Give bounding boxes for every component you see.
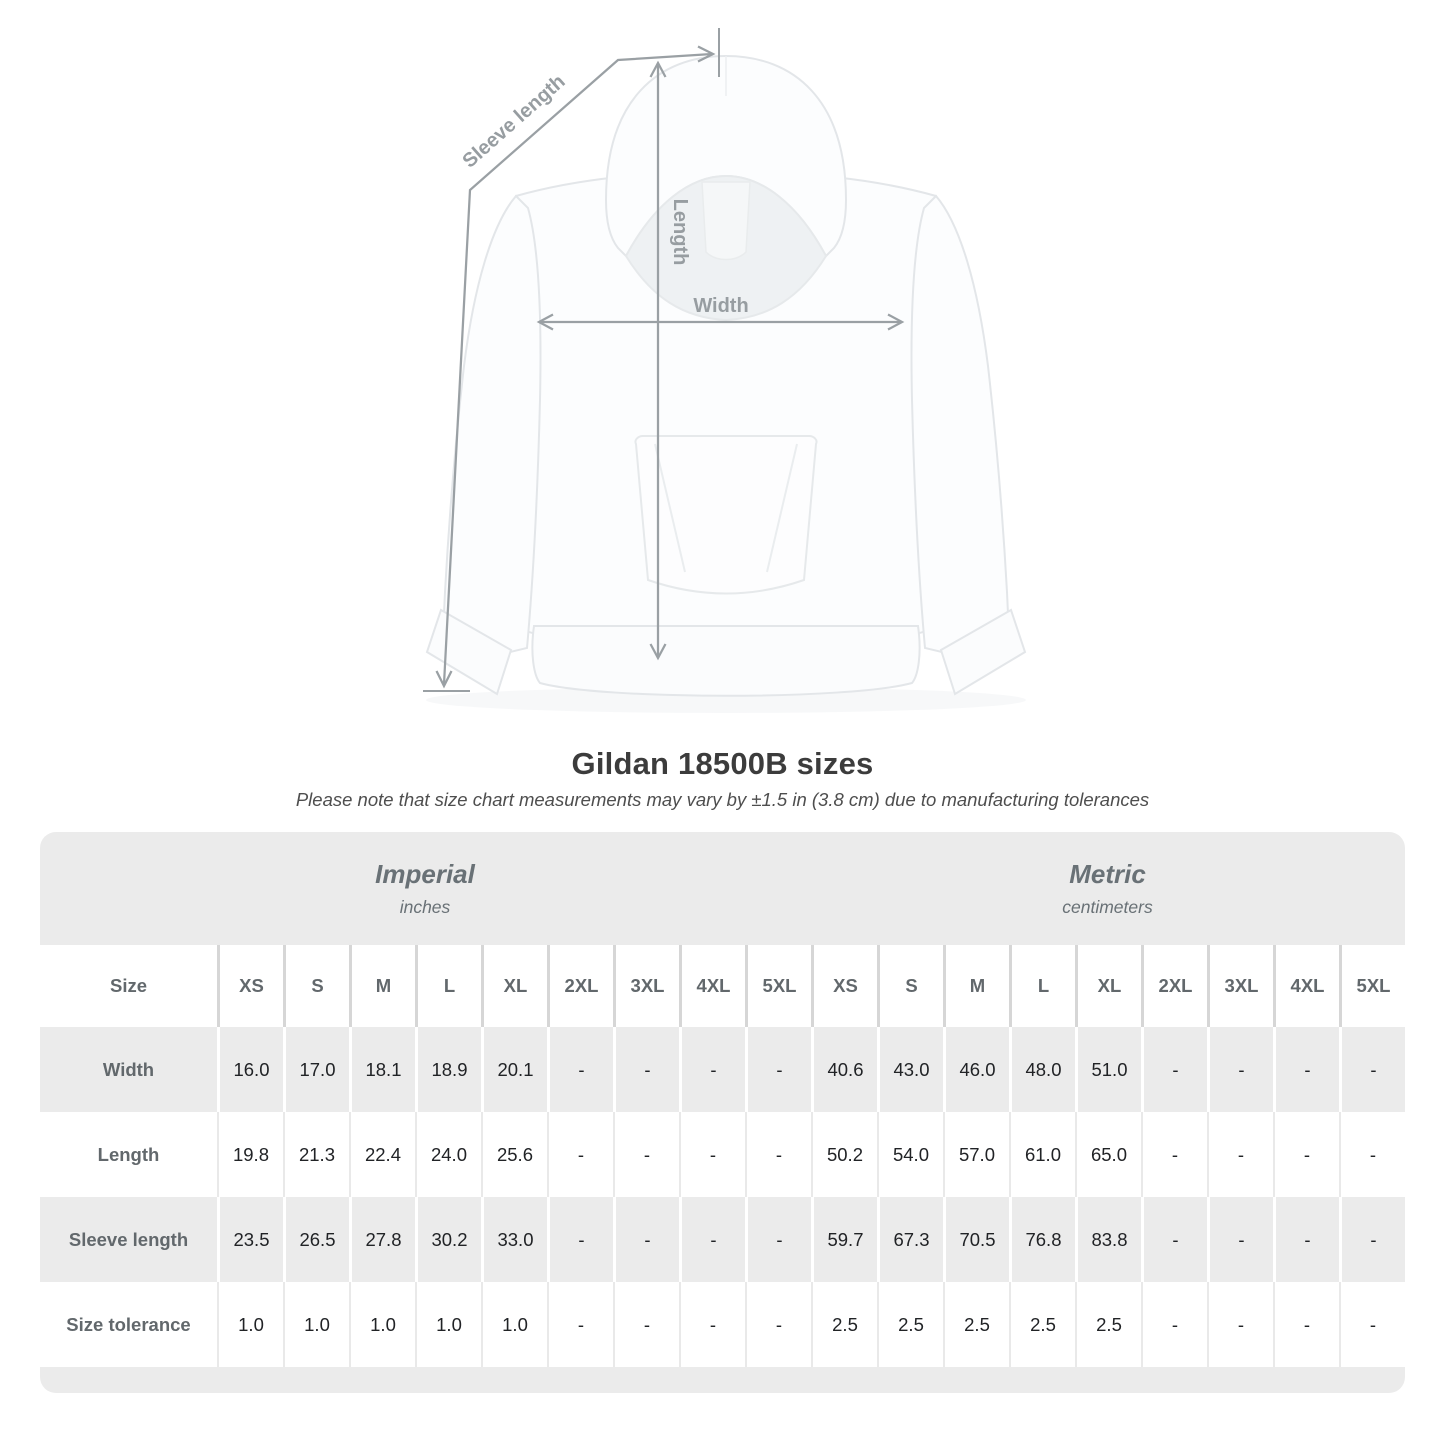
table-cell: - <box>547 1027 613 1112</box>
table-cell: - <box>1339 1027 1405 1112</box>
table-row-sleeve-length <box>40 1197 1405 1282</box>
table-cell: - <box>679 1197 745 1282</box>
table-cell: 2.5 <box>877 1282 943 1367</box>
table-cell: - <box>1339 1282 1405 1367</box>
table-cell: - <box>1339 1112 1405 1197</box>
size-header-imperial-5xl: 5XL <box>745 945 811 1027</box>
size-header-metric-m: M <box>943 945 1009 1027</box>
table-footer-band <box>40 1367 1405 1393</box>
table-cell: 17.0 <box>283 1027 349 1112</box>
table-cell: - <box>1207 1282 1273 1367</box>
caption-block <box>0 746 1445 811</box>
size-header-metric-4xl: 4XL <box>1273 945 1339 1027</box>
table-cell: - <box>613 1282 679 1367</box>
table-cell: 1.0 <box>415 1282 481 1367</box>
table-cell: 48.0 <box>1009 1027 1075 1112</box>
size-header-imperial-2xl: 2XL <box>547 945 613 1027</box>
table-cell: - <box>1273 1197 1339 1282</box>
table-row-width <box>40 1027 1405 1112</box>
table-cell: 22.4 <box>349 1112 415 1197</box>
table-cell: 24.0 <box>415 1112 481 1197</box>
imperial-title: Imperial <box>375 859 475 889</box>
table-cell: 21.3 <box>283 1112 349 1197</box>
size-header-metric-xl: XL <box>1075 945 1141 1027</box>
table-cell: 54.0 <box>877 1112 943 1197</box>
size-header-imperial-l: L <box>415 945 481 1027</box>
table-cell: - <box>547 1112 613 1197</box>
unit-header-band <box>40 832 1405 945</box>
row-label: Sleeve length <box>68 1228 189 1250</box>
table-cell: - <box>745 1282 811 1367</box>
table-cell: - <box>613 1197 679 1282</box>
table-cell: 59.7 <box>811 1197 877 1282</box>
table-cell: - <box>1207 1027 1273 1112</box>
table-cell: 1.0 <box>481 1282 547 1367</box>
table-cell: 57.0 <box>943 1112 1009 1197</box>
table-cell: - <box>547 1197 613 1282</box>
table-row-size-tolerance <box>40 1282 1405 1367</box>
hoodie-image <box>427 56 1025 696</box>
table-cell: 19.8 <box>217 1112 283 1197</box>
size-header-imperial-s: S <box>283 945 349 1027</box>
size-header-row <box>40 945 1405 1027</box>
table-cell: 43.0 <box>877 1027 943 1112</box>
table-cell: - <box>745 1197 811 1282</box>
table-cell: - <box>1141 1027 1207 1112</box>
table-cell: 65.0 <box>1075 1112 1141 1197</box>
table-cell: 25.6 <box>481 1112 547 1197</box>
table-cell: 33.0 <box>481 1197 547 1282</box>
table-cell: - <box>1273 1282 1339 1367</box>
table-cell: 1.0 <box>217 1282 283 1367</box>
table-cell: - <box>1141 1197 1207 1282</box>
table-cell: 20.1 <box>481 1027 547 1112</box>
size-header-imperial-3xl: 3XL <box>613 945 679 1027</box>
size-header-metric-xs: XS <box>811 945 877 1027</box>
size-table <box>40 832 1405 1393</box>
table-cell: 2.5 <box>943 1282 1009 1367</box>
table-cell: - <box>679 1282 745 1367</box>
table-cell: 1.0 <box>283 1282 349 1367</box>
page-title: Gildan 18500B sizes <box>571 746 874 781</box>
row-label: Size tolerance <box>66 1313 191 1335</box>
table-row-length <box>40 1112 1405 1197</box>
table-cell: - <box>613 1112 679 1197</box>
table-cell: - <box>745 1112 811 1197</box>
size-header-imperial-xs: XS <box>217 945 283 1027</box>
table-cell: 70.5 <box>943 1197 1009 1282</box>
table-cell: 27.8 <box>349 1197 415 1282</box>
table-cell: - <box>1273 1112 1339 1197</box>
table-cell: 2.5 <box>1009 1282 1075 1367</box>
table-cell: - <box>1339 1197 1405 1282</box>
table-cell: - <box>1207 1197 1273 1282</box>
table-cell: 61.0 <box>1009 1112 1075 1197</box>
table-cell: - <box>1273 1027 1339 1112</box>
size-column-header: Size <box>109 975 148 996</box>
table-cell: 76.8 <box>1009 1197 1075 1282</box>
table-cell: 2.5 <box>1075 1282 1141 1367</box>
table-cell: - <box>613 1027 679 1112</box>
size-header-metric-s: S <box>877 945 943 1027</box>
table-cell: - <box>679 1027 745 1112</box>
table-cell: 40.6 <box>811 1027 877 1112</box>
table-cell: 16.0 <box>217 1027 283 1112</box>
table-cell: 83.8 <box>1075 1197 1141 1282</box>
size-header-imperial-xl: XL <box>481 945 547 1027</box>
length-label: Length <box>669 198 691 266</box>
imperial-unit: inches <box>399 897 451 917</box>
table-cell: 23.5 <box>217 1197 283 1282</box>
table-cell: 18.1 <box>349 1027 415 1112</box>
width-label: Width <box>693 295 749 317</box>
sleeve-length-label: Sleeve length <box>458 70 570 173</box>
table-cell: - <box>1141 1112 1207 1197</box>
table-cell: 18.9 <box>415 1027 481 1112</box>
metric-section-header <box>810 832 1405 945</box>
size-header-metric-l: L <box>1009 945 1075 1027</box>
table-cell: 26.5 <box>283 1197 349 1282</box>
table-cell: - <box>679 1112 745 1197</box>
table-cell: 67.3 <box>877 1197 943 1282</box>
size-header-imperial-m: M <box>349 945 415 1027</box>
table-cell: 46.0 <box>943 1027 1009 1112</box>
row-label: Length <box>97 1143 160 1165</box>
table-cell: - <box>547 1282 613 1367</box>
table-cell: - <box>1141 1282 1207 1367</box>
imperial-section-header <box>40 832 810 945</box>
row-label: Width <box>102 1058 155 1080</box>
metric-title: Metric <box>1069 859 1146 889</box>
table-cell: 2.5 <box>811 1282 877 1367</box>
size-header-metric-5xl: 5XL <box>1339 945 1405 1027</box>
table-cell: - <box>745 1027 811 1112</box>
table-cell: 30.2 <box>415 1197 481 1282</box>
table-cell: 50.2 <box>811 1112 877 1197</box>
table-cell: 51.0 <box>1075 1027 1141 1112</box>
metric-unit: centimeters <box>1062 897 1153 917</box>
table-cell: - <box>1207 1112 1273 1197</box>
size-header-imperial-4xl: 4XL <box>679 945 745 1027</box>
tolerance-note: Please note that size chart measurements may vary by ±1.5 in (3.8 cm) due to manufacturing tolerances <box>295 789 1150 810</box>
table-cell: 1.0 <box>349 1282 415 1367</box>
size-header-metric-3xl: 3XL <box>1207 945 1273 1027</box>
size-header-metric-2xl: 2XL <box>1141 945 1207 1027</box>
